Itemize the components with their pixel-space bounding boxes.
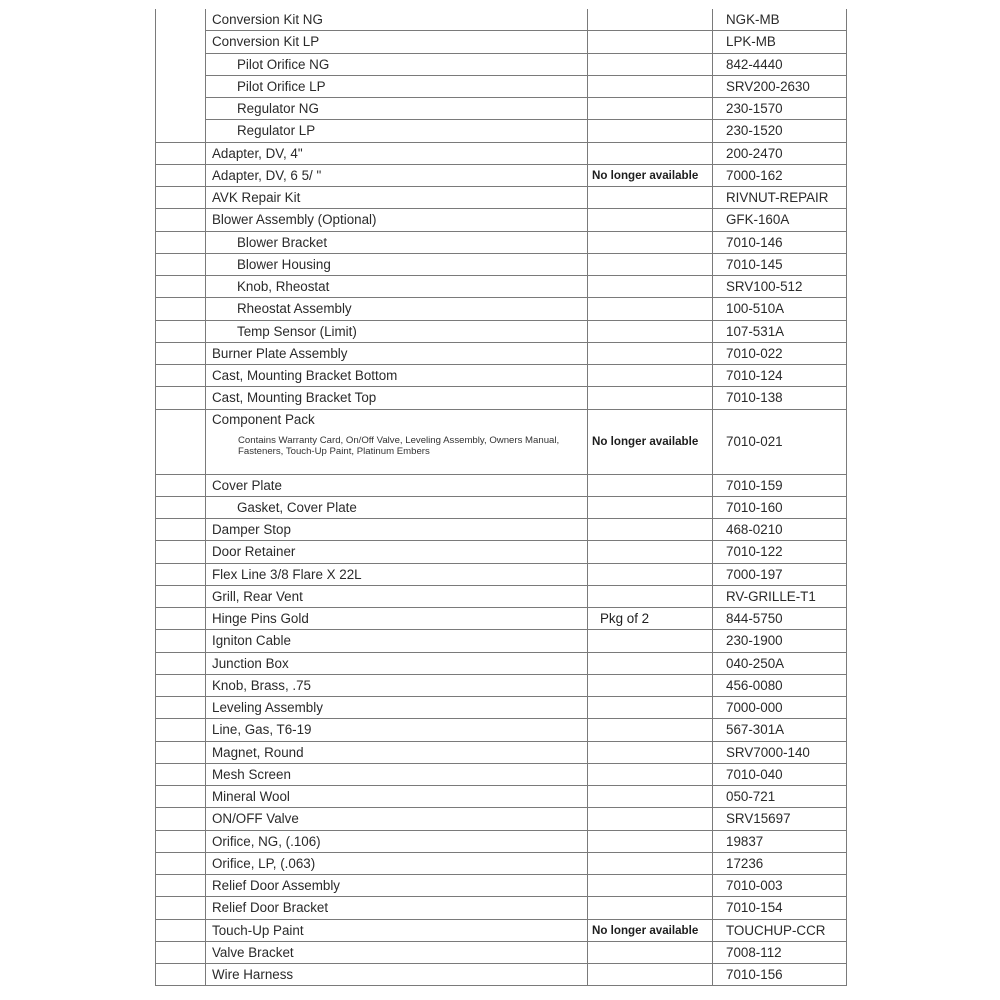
part-description: Mesh Screen <box>206 763 588 785</box>
row-spacer-cell <box>156 763 206 785</box>
row-spacer-cell <box>156 741 206 763</box>
part-number: 7010-040 <box>713 763 847 785</box>
table-row <box>156 697 847 719</box>
table-row <box>156 964 847 986</box>
part-description: Door Retainer <box>206 541 588 563</box>
part-description: Magnet, Round <box>206 741 588 763</box>
table-row <box>156 9 847 31</box>
parts-table <box>155 9 847 986</box>
table-row <box>156 674 847 696</box>
table-row <box>156 741 847 763</box>
row-spacer-cell <box>156 541 206 563</box>
part-description: Pilot Orifice NG <box>206 53 588 75</box>
row-spacer-cell <box>156 187 206 209</box>
row-spacer-cell <box>156 897 206 919</box>
table-row <box>156 941 847 963</box>
table-row <box>156 342 847 364</box>
part-description: Hinge Pins Gold <box>206 608 588 630</box>
row-spacer-cell <box>156 120 206 142</box>
part-note <box>588 697 713 719</box>
row-spacer-cell <box>156 941 206 963</box>
row-spacer-cell <box>156 75 206 97</box>
part-description: Knob, Rheostat <box>206 276 588 298</box>
part-description: Wire Harness <box>206 964 588 986</box>
part-note <box>588 253 713 275</box>
row-spacer-cell <box>156 231 206 253</box>
part-number: 7010-138 <box>713 387 847 409</box>
part-note <box>588 830 713 852</box>
table-row <box>156 563 847 585</box>
row-spacer-cell <box>156 652 206 674</box>
part-number: GFK-160A <box>713 209 847 231</box>
part-description: Grill, Rear Vent <box>206 585 588 607</box>
part-description: Knob, Brass, .75 <box>206 674 588 696</box>
table-row <box>156 231 847 253</box>
row-spacer-cell <box>156 253 206 275</box>
part-description: Regulator NG <box>206 98 588 120</box>
table-row <box>156 187 847 209</box>
row-spacer-cell <box>156 276 206 298</box>
part-number: 7010-022 <box>713 342 847 364</box>
table-row <box>156 474 847 496</box>
part-number: 200-2470 <box>713 142 847 164</box>
part-number: 7010-003 <box>713 875 847 897</box>
part-description: Cast, Mounting Bracket Top <box>206 387 588 409</box>
part-description: Cover Plate <box>206 474 588 496</box>
part-number: 7000-162 <box>713 164 847 186</box>
part-note <box>588 897 713 919</box>
part-description: ON/OFF Valve <box>206 808 588 830</box>
part-note <box>588 719 713 741</box>
part-number: SRV200-2630 <box>713 75 847 97</box>
part-description: Orifice, NG, (.106) <box>206 830 588 852</box>
table-row <box>156 365 847 387</box>
row-spacer-cell <box>156 674 206 696</box>
row-spacer-cell <box>156 630 206 652</box>
part-description: Orifice, LP, (.063) <box>206 852 588 874</box>
part-number: 7010-159 <box>713 474 847 496</box>
table-row <box>156 519 847 541</box>
row-spacer-cell <box>156 608 206 630</box>
table-row <box>156 276 847 298</box>
part-description: Rheostat Assembly <box>206 298 588 320</box>
row-spacer-cell <box>156 496 206 518</box>
part-description: Junction Box <box>206 652 588 674</box>
part-description-text: Component Pack <box>212 411 315 427</box>
row-spacer-cell <box>156 875 206 897</box>
row-spacer-cell <box>156 209 206 231</box>
row-spacer-cell <box>156 519 206 541</box>
part-description: Relief Door Bracket <box>206 897 588 919</box>
part-note <box>588 342 713 364</box>
part-number: 230-1900 <box>713 630 847 652</box>
part-description-detail: Contains Warranty Card, On/Off Valve, Leveling Assembly, Owners Manual, Fasteners, Touch-Up Paint, Platinum Embers <box>238 434 560 457</box>
table-row <box>156 897 847 919</box>
row-spacer-cell <box>156 697 206 719</box>
part-note <box>588 519 713 541</box>
part-description: Regulator LP <box>206 120 588 142</box>
part-description: Pilot Orifice LP <box>206 75 588 97</box>
part-number: 7010-145 <box>713 253 847 275</box>
table-row <box>156 120 847 142</box>
part-description: Igniton Cable <box>206 630 588 652</box>
table-row <box>156 786 847 808</box>
table-row <box>156 387 847 409</box>
part-note <box>588 120 713 142</box>
table-row <box>156 852 847 874</box>
part-description <box>206 409 588 474</box>
part-description: Adapter, DV, 4" <box>206 142 588 164</box>
row-spacer-cell <box>156 808 206 830</box>
part-description: Cast, Mounting Bracket Bottom <box>206 365 588 387</box>
part-number: 230-1520 <box>713 120 847 142</box>
part-number: 050-721 <box>713 786 847 808</box>
part-note <box>588 741 713 763</box>
row-spacer-cell <box>156 830 206 852</box>
part-number: 7010-021 <box>713 409 847 474</box>
part-note <box>588 209 713 231</box>
part-note <box>588 365 713 387</box>
part-note <box>588 320 713 342</box>
row-spacer-cell <box>156 409 206 474</box>
part-description: Adapter, DV, 6 5/ " <box>206 164 588 186</box>
part-number: NGK-MB <box>713 9 847 31</box>
part-number: 19837 <box>713 830 847 852</box>
part-number: 107-531A <box>713 320 847 342</box>
table-row <box>156 763 847 785</box>
table-row <box>156 298 847 320</box>
part-number: SRV100-512 <box>713 276 847 298</box>
part-description: Mineral Wool <box>206 786 588 808</box>
part-description: Temp Sensor (Limit) <box>206 320 588 342</box>
part-number: 7010-124 <box>713 365 847 387</box>
part-description: Line, Gas, T6-19 <box>206 719 588 741</box>
part-description: Flex Line 3/8 Flare X 22L <box>206 563 588 585</box>
part-description: Leveling Assembly <box>206 697 588 719</box>
part-number: 7010-154 <box>713 897 847 919</box>
row-spacer-cell <box>156 719 206 741</box>
table-row <box>156 53 847 75</box>
part-number: 7010-156 <box>713 964 847 986</box>
part-note <box>588 763 713 785</box>
part-description: Blower Bracket <box>206 231 588 253</box>
part-number: TOUCHUP-CCR <box>713 919 847 941</box>
part-number: 040-250A <box>713 652 847 674</box>
table-row <box>156 98 847 120</box>
part-number: RV-GRILLE-T1 <box>713 585 847 607</box>
parts-table-body <box>156 9 847 986</box>
part-note <box>588 652 713 674</box>
part-number: 567-301A <box>713 719 847 741</box>
part-description: Blower Housing <box>206 253 588 275</box>
table-row <box>156 585 847 607</box>
table-row <box>156 75 847 97</box>
part-note <box>588 808 713 830</box>
part-note <box>588 387 713 409</box>
part-note <box>588 98 713 120</box>
part-number: LPK-MB <box>713 31 847 53</box>
part-number: 230-1570 <box>713 98 847 120</box>
table-row <box>156 31 847 53</box>
part-number: 7010-160 <box>713 496 847 518</box>
table-row <box>156 608 847 630</box>
part-note: No longer available <box>588 409 713 474</box>
part-note <box>588 875 713 897</box>
part-number: 7010-122 <box>713 541 847 563</box>
part-note: Pkg of 2 <box>588 608 713 630</box>
part-description: Touch-Up Paint <box>206 919 588 941</box>
row-spacer-cell <box>156 142 206 164</box>
part-description: AVK Repair Kit <box>206 187 588 209</box>
table-row <box>156 875 847 897</box>
part-description: Conversion Kit LP <box>206 31 588 53</box>
row-spacer-cell <box>156 98 206 120</box>
part-number: 7010-146 <box>713 231 847 253</box>
part-note <box>588 630 713 652</box>
row-spacer-cell <box>156 964 206 986</box>
part-description: Blower Assembly (Optional) <box>206 209 588 231</box>
row-spacer-cell <box>156 164 206 186</box>
part-note: No longer available <box>588 164 713 186</box>
part-number: 456-0080 <box>713 674 847 696</box>
part-description: Gasket, Cover Plate <box>206 496 588 518</box>
row-spacer-cell <box>156 365 206 387</box>
table-row <box>156 652 847 674</box>
table-row <box>156 719 847 741</box>
row-spacer-cell <box>156 852 206 874</box>
part-note <box>588 786 713 808</box>
table-row <box>156 830 847 852</box>
part-description: Relief Door Assembly <box>206 875 588 897</box>
part-note <box>588 276 713 298</box>
part-note <box>588 474 713 496</box>
part-note <box>588 231 713 253</box>
part-number: 100-510A <box>713 298 847 320</box>
part-number: 7000-197 <box>713 563 847 585</box>
part-note <box>588 142 713 164</box>
part-note <box>588 852 713 874</box>
table-row <box>156 253 847 275</box>
part-note <box>588 53 713 75</box>
part-note: No longer available <box>588 919 713 941</box>
table-row <box>156 541 847 563</box>
table-row <box>156 808 847 830</box>
table-row <box>156 919 847 941</box>
part-number: SRV7000-140 <box>713 741 847 763</box>
row-spacer-cell <box>156 320 206 342</box>
part-note <box>588 563 713 585</box>
row-spacer-cell <box>156 786 206 808</box>
row-spacer-cell <box>156 53 206 75</box>
part-number: 844-5750 <box>713 608 847 630</box>
table-row <box>156 142 847 164</box>
row-spacer-cell <box>156 31 206 53</box>
row-spacer-cell <box>156 9 206 31</box>
row-spacer-cell <box>156 585 206 607</box>
part-note <box>588 187 713 209</box>
part-note <box>588 75 713 97</box>
row-spacer-cell <box>156 474 206 496</box>
part-description: Conversion Kit NG <box>206 9 588 31</box>
row-spacer-cell <box>156 919 206 941</box>
part-note <box>588 964 713 986</box>
part-note <box>588 496 713 518</box>
part-note <box>588 31 713 53</box>
table-row <box>156 209 847 231</box>
part-description: Damper Stop <box>206 519 588 541</box>
part-number: 7008-112 <box>713 941 847 963</box>
part-note <box>588 585 713 607</box>
table-row <box>156 320 847 342</box>
part-number: SRV15697 <box>713 808 847 830</box>
part-number: RIVNUT-REPAIR <box>713 187 847 209</box>
part-number: 17236 <box>713 852 847 874</box>
part-note <box>588 541 713 563</box>
part-description: Valve Bracket <box>206 941 588 963</box>
part-note <box>588 9 713 31</box>
part-number: 842-4440 <box>713 53 847 75</box>
part-description: Burner Plate Assembly <box>206 342 588 364</box>
part-note <box>588 674 713 696</box>
part-note <box>588 941 713 963</box>
row-spacer-cell <box>156 563 206 585</box>
part-number: 468-0210 <box>713 519 847 541</box>
part-note <box>588 298 713 320</box>
table-row <box>156 630 847 652</box>
row-spacer-cell <box>156 387 206 409</box>
table-row <box>156 409 847 474</box>
row-spacer-cell <box>156 298 206 320</box>
row-spacer-cell <box>156 342 206 364</box>
table-row <box>156 496 847 518</box>
part-number: 7000-000 <box>713 697 847 719</box>
table-row <box>156 164 847 186</box>
